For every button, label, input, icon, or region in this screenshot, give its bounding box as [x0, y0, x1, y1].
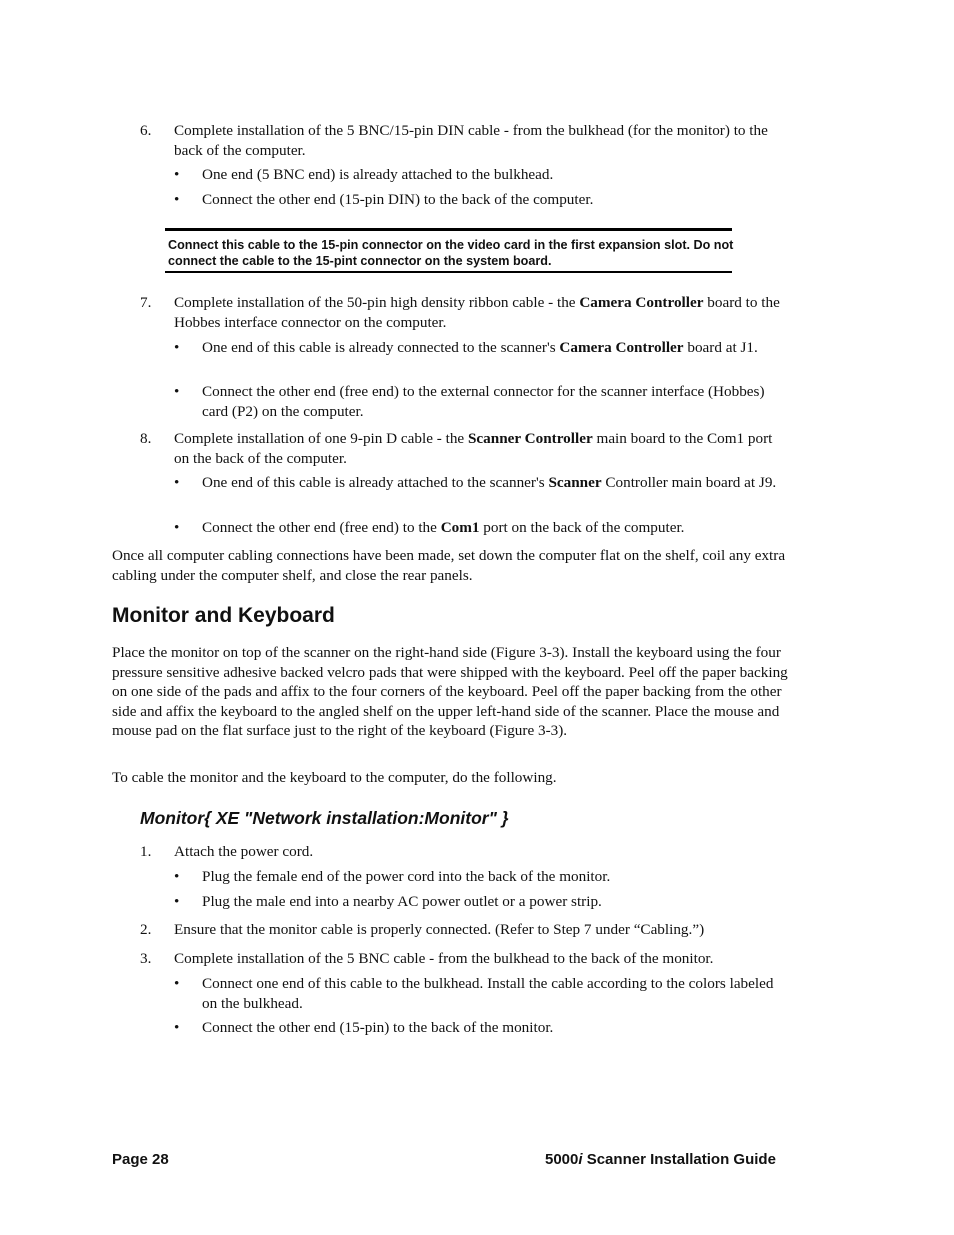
footer-document-title: 5000i Scanner Installation Guide: [545, 1151, 776, 1168]
note-text: Connect this cable to the 15-pin connector on the video card in the first expansion slot. Do not connect the cable to the 15-pint connector on the system board.: [168, 238, 734, 268]
bullet-text: Connect the other end (15-pin DIN) to the back of the computer.: [202, 191, 594, 208]
closing-paragraph: Once all computer cabling connections have been made, set down the computer flat on the shelf, coil any extra cabling under the computer shelf, and close the rear panels.: [112, 547, 786, 584]
bullet-glyph: •: [174, 339, 180, 356]
step-number: 2.: [140, 921, 152, 938]
step-text: Complete installation of the 50-pin high density ribbon cable - the Camera Controller board to the Hobbes interface connector on the computer.: [174, 294, 780, 331]
bullet-text: One end (5 BNC end) is already attached to the bulkhead.: [202, 166, 554, 183]
bullet-text: One end of this cable is already attached to the scanner's Scanner Controller main board at J9.: [202, 474, 777, 491]
step-text: Attach the power cord.: [174, 843, 314, 860]
bullet-glyph: •: [174, 975, 180, 992]
bullet-glyph: •: [174, 893, 180, 910]
step-number: 1.: [140, 843, 152, 860]
step-number: 6.: [140, 122, 152, 139]
bullet-text: Connect the other end (free end) to the Com1 port on the back of the computer.: [202, 519, 685, 536]
bullet-text: Plug the male end into a nearby AC power outlet or a power strip.: [202, 893, 602, 910]
step-text: Complete installation of the 5 BNC/15-pin DIN cable - from the bulkhead (for the monitor) to the back of the computer.: [174, 122, 768, 159]
step-number: 8.: [140, 430, 152, 447]
bullet-text: Connect the other end (15-pin) to the back of the monitor.: [202, 1019, 554, 1036]
bullet-text: Connect the other end (free end) to the external connector for the scanner interface (Hobbes) card (P2) on the computer.: [202, 383, 765, 420]
footer-page-number: Page 28: [112, 1151, 169, 1168]
bullet-glyph: •: [174, 474, 180, 491]
bullet-glyph: •: [174, 1019, 180, 1036]
step-number: 3.: [140, 950, 152, 967]
note-box: [165, 228, 732, 273]
step-text: Complete installation of the 5 BNC cable - from the bulkhead to the back of the monitor.: [174, 950, 714, 967]
section-heading: Monitor and Keyboard: [112, 604, 335, 627]
step-text: Complete installation of one 9-pin D cable - the Scanner Controller main board to the Com1 port on the back of the computer.: [174, 430, 773, 467]
bullet-glyph: •: [174, 191, 180, 208]
subsection-heading: Monitor{ XE "Network installation:Monitor" }: [140, 808, 509, 828]
bullet-glyph: •: [174, 868, 180, 885]
bullet-text: Plug the female end of the power cord into the back of the monitor.: [202, 868, 611, 885]
bullet-text: One end of this cable is already connected to the scanner's Camera Controller board at J1.: [202, 339, 758, 356]
step-number: 7.: [140, 294, 152, 311]
section-paragraph: To cable the monitor and the keyboard to the computer, do the following.: [112, 769, 557, 786]
bullet-glyph: •: [174, 383, 180, 400]
section-paragraph: Place the monitor on top of the scanner on the right-hand side (Figure 3-3). Install the keyboard using the four pressure sensitive adhesive backed velcro pads that were shipped with the keyboard. Peel off the paper backing on one side of the pads and affix to the four corners of the keyboard. Peel off the paper backing from the other side and affix the keyboard to the angled shelf on the upper left-hand side of the scanner. Place the mouse and mouse pad on the flat surface just to the right of the keyboard (Figure 3-3).: [112, 644, 788, 740]
bullet-text: Connect one end of this cable to the bulkhead. Install the cable according to the colors labeled on the bulkhead.: [202, 975, 774, 1012]
bullet-glyph: •: [174, 166, 180, 183]
step-text: Ensure that the monitor cable is properly connected. (Refer to Step 7 under “Cabling.”): [174, 921, 705, 938]
bullet-glyph: •: [174, 519, 180, 536]
